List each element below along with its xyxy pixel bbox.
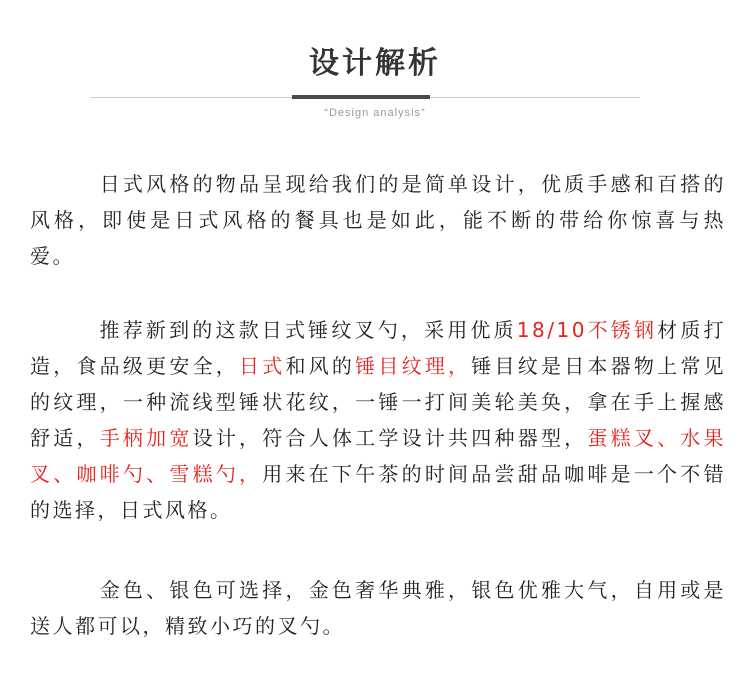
paragraph-indent: [30, 318, 100, 342]
paragraph-intro: [30, 166, 726, 274]
highlight-style: 日式: [239, 354, 286, 378]
section-title: 设计解析: [309, 46, 441, 81]
paragraph-indent: [30, 172, 100, 196]
section-subtitle: “Design analysis”: [324, 107, 426, 119]
paragraph-text: 材质打造，食品级更安全，: [30, 318, 727, 378]
title-divider-accent: [292, 95, 430, 99]
paragraph-text: 设计，符合人体工学设计共四种器型，: [192, 426, 588, 450]
paragraph-text: 金色、银色可选择，金色奢华典雅，银色优雅大气，自用或是送人都可以，精致小巧的叉勺。: [30, 578, 727, 638]
highlight-material: 18/10不锈钢: [516, 318, 658, 342]
paragraph-text: 日式风格的物品呈现给我们的是简单设计，优质手感和百搭的风格，即使是日式风格的餐具也是如此，能不断的带给你惊喜与热爱。: [30, 172, 727, 268]
paragraph-colors: [30, 572, 726, 644]
highlight-handle: 手柄加宽: [99, 426, 193, 450]
paragraph-text: 推荐新到的这款日式锤纹叉勺，采用优质: [99, 318, 517, 342]
highlight-texture: 锤目纹理，: [355, 354, 472, 378]
highlight-types: 蛋糕叉、水果叉、咖啡勺、雪糕勺，: [30, 426, 727, 486]
paragraph-text: 和风的: [285, 354, 356, 378]
paragraph-text: 锤目纹是日本器物上常见的纹理，一种流线型锤状花纹，一锤一打间美轮美奂，拿在手上握感舒适，: [30, 354, 727, 450]
paragraph-text: 用来在下午茶的时间品尝甜品咖啡是一个不错的选择，日式风格。: [30, 462, 727, 522]
paragraph-indent: [30, 578, 100, 602]
paragraph-product: [30, 312, 726, 528]
